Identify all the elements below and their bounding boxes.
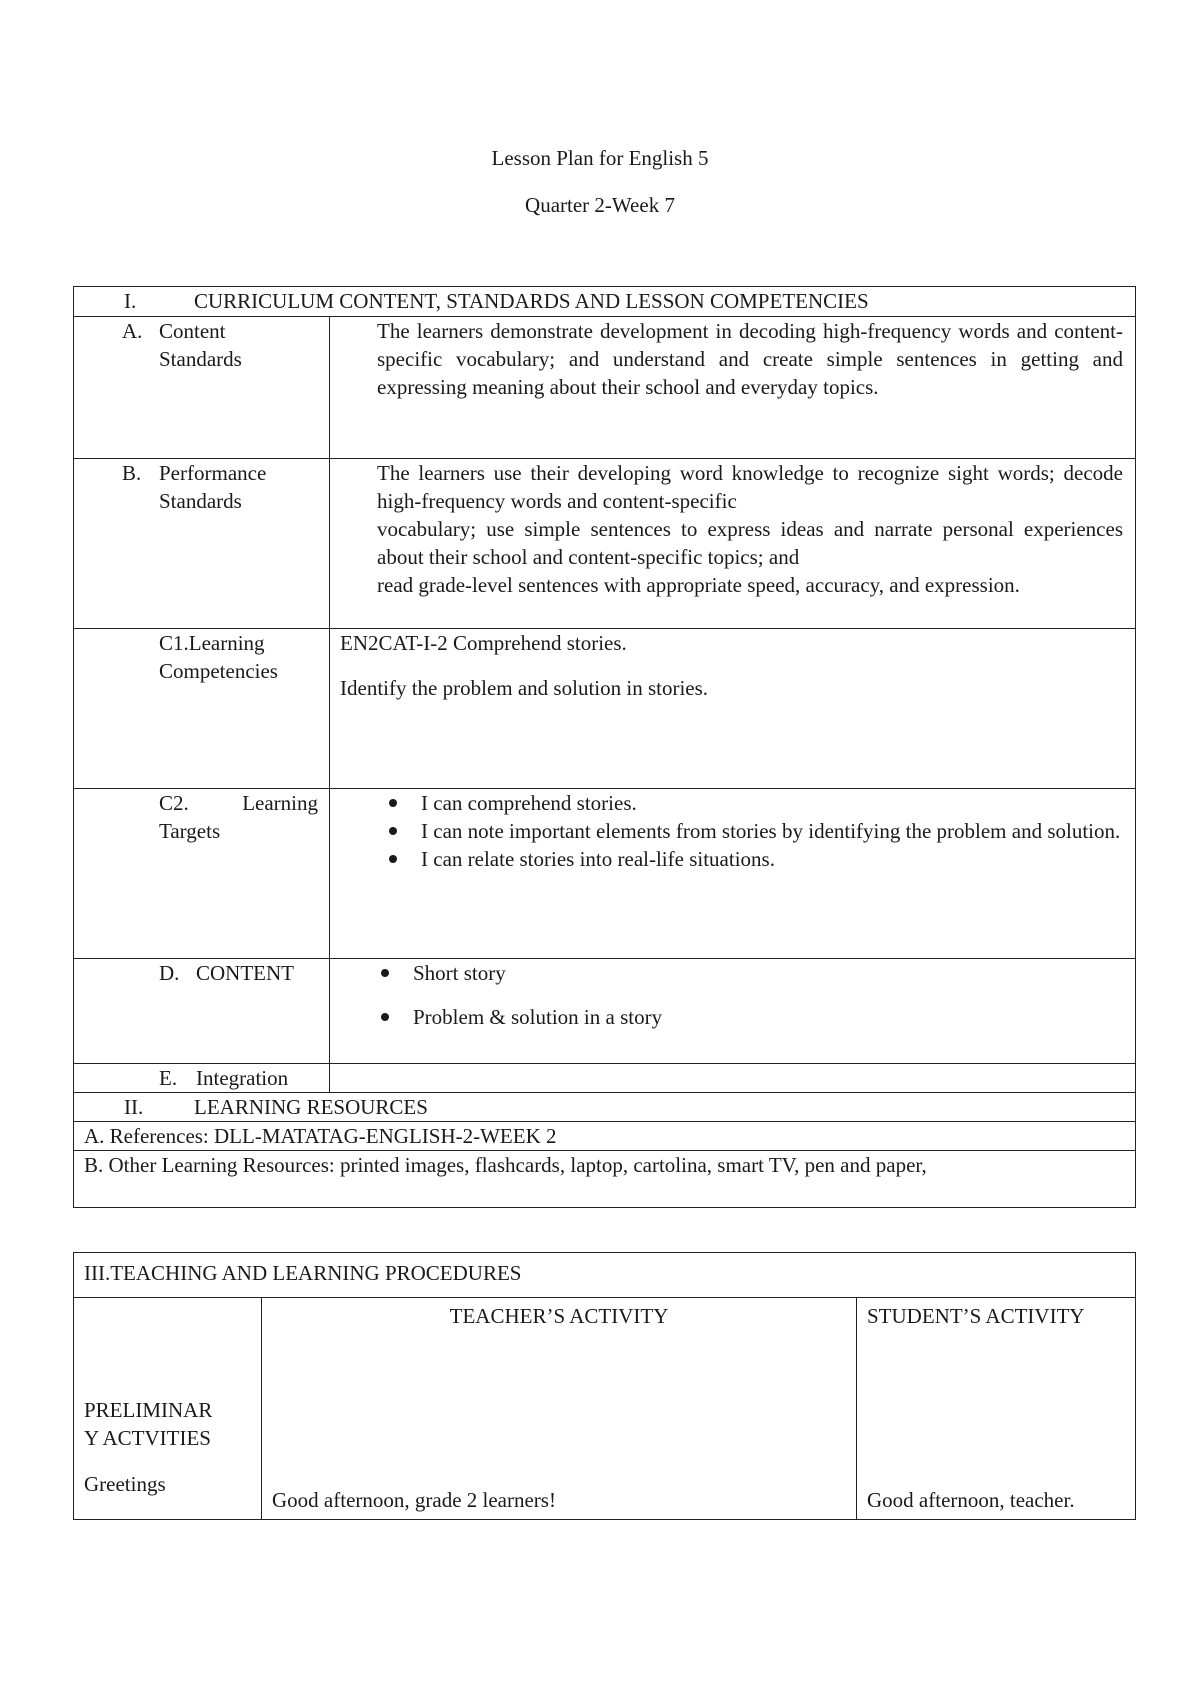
performance-text-3: read grade-level sentences with appropriate speed, accuracy, and expression.: [377, 573, 1020, 597]
integration-row: [74, 1064, 1136, 1093]
integration-value: [330, 1064, 1136, 1093]
section-2-number: II.: [124, 1095, 144, 1119]
integration-heading: Integration: [196, 1066, 289, 1090]
learning-targets-list: [330, 789, 1123, 873]
learning-competencies-label: [74, 629, 330, 789]
performance-standards-label: [74, 459, 330, 629]
performance-label-line2: Standards: [159, 489, 242, 513]
learning-competencies-row: [74, 629, 1136, 789]
competency-objective: Identify the problem and solution in stories.: [340, 676, 709, 700]
content-row: [74, 959, 1136, 1064]
references-text: A. References: DLL-MATATAG-ENGLISH-2-WEEK 2: [74, 1122, 1136, 1151]
curriculum-table: [73, 286, 1136, 1208]
section-1-header-row: [74, 287, 1136, 317]
list-item: I can relate stories into real-life situations.: [330, 845, 1123, 873]
section-2-header-row: [74, 1093, 1136, 1122]
document-subtitle: Quarter 2-Week 7: [525, 193, 675, 217]
section-3-title: III.TEACHING AND LEARNING PROCEDURES: [74, 1253, 1136, 1298]
targets-label-c2: C2.: [159, 791, 189, 815]
content-standards-label: [74, 317, 330, 459]
content-label-line2: Standards: [159, 347, 242, 371]
letter-a: A.: [122, 319, 143, 343]
references-row: [74, 1122, 1136, 1151]
student-activity-header: STUDENT’S ACTIVITY: [867, 1304, 1085, 1328]
preliminary-row: [74, 1298, 1136, 1520]
teacher-greeting: Good afternoon, grade 2 learners!: [272, 1488, 556, 1512]
section-2-title: LEARNING RESOURCES: [194, 1095, 428, 1119]
content-heading: CONTENT: [196, 961, 294, 985]
document-title: Lesson Plan for English 5: [491, 146, 709, 170]
list-item: I can comprehend stories.: [330, 789, 1123, 817]
section-1-number: I.: [124, 289, 137, 313]
content-list: [330, 959, 1123, 1031]
preliminary-cell: [74, 1298, 262, 1520]
section-3-header-row: [74, 1253, 1136, 1298]
letter-e: E.: [159, 1066, 178, 1090]
content-label-line1: Content: [159, 319, 226, 343]
performance-text-2: vocabulary; use simple sentences to express ideas and narrate personal experiences about their school and content-specific topics; and: [377, 517, 1123, 569]
integration-label: [74, 1064, 330, 1093]
letter-d: D.: [159, 961, 180, 985]
competencies-label-line1: C1.Learning: [159, 631, 265, 655]
teacher-activity-cell: [262, 1298, 857, 1520]
content-standards-row: [74, 317, 1136, 459]
performance-text-1: The learners use their developing word knowledge to recognize sight words; decode high-frequency words and content-specific: [377, 461, 1123, 513]
letter-b: B.: [122, 461, 142, 485]
list-item: Problem & solution in a story: [330, 1003, 1123, 1031]
learning-targets-label: [74, 789, 330, 959]
greetings-label: Greetings: [84, 1472, 166, 1496]
content-label: [74, 959, 330, 1064]
teacher-activity-header: TEACHER’S ACTIVITY: [449, 1304, 669, 1328]
other-resources-row: [74, 1151, 1136, 1208]
performance-label-line1: Performance: [159, 461, 267, 485]
other-resources-text: B. Other Learning Resources: printed images, flashcards, laptop, cartolina, smart TV, pen and paper,: [74, 1151, 1136, 1208]
competencies-label-line2: Competencies: [159, 659, 278, 683]
student-greeting: Good afternoon, teacher.: [867, 1488, 1075, 1512]
list-item: I can note important elements from stories by identifying the problem and solution.: [330, 817, 1123, 845]
competency-code: EN2CAT-I-2 Comprehend stories.: [340, 631, 627, 655]
student-activity-cell: [857, 1298, 1136, 1520]
list-item: Short story: [330, 959, 1123, 987]
procedures-table: [73, 1252, 1136, 1520]
preliminary-line1: PRELIMINAR: [84, 1398, 213, 1422]
section-1-title: CURRICULUM CONTENT, STANDARDS AND LESSON COMPETENCIES: [194, 289, 869, 313]
targets-label-learning: Learning: [242, 791, 318, 815]
preliminary-line2: Y ACTVITIES: [84, 1426, 211, 1450]
content-standards-text: The learners demonstrate development in decoding high-frequency words and content-specific vocabulary; and understand and create simple sentences in getting and expressing meaning about their school and everyday topics.: [377, 319, 1123, 399]
learning-targets-row: [74, 789, 1136, 959]
targets-label-line2: Targets: [159, 819, 221, 843]
performance-standards-row: [74, 459, 1136, 629]
